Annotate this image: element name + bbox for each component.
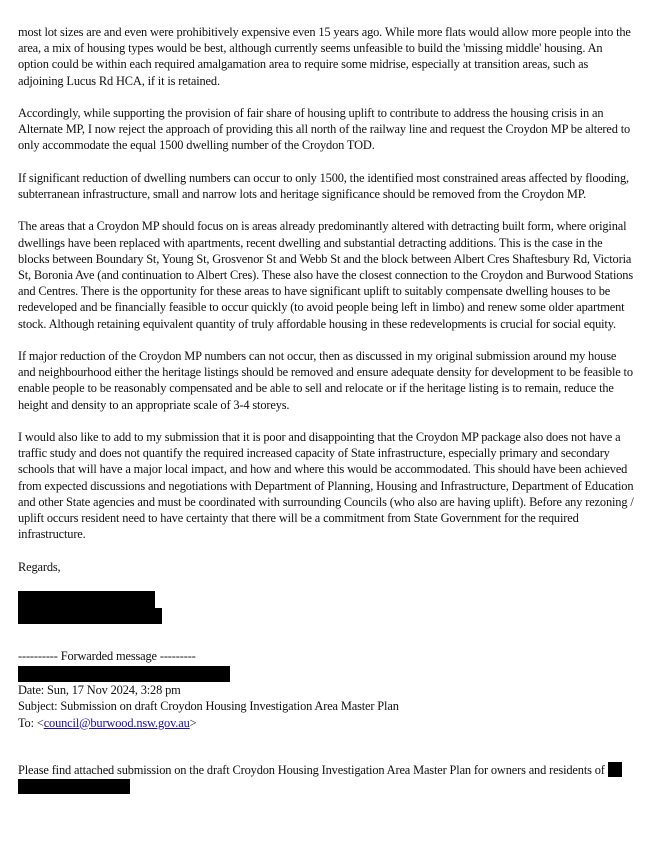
- body-paragraph: most lot sizes are and even were prohibitively expensive even 15 years ago. While more flats would allow more people into the area, a mix of housing types would be best, although currently seems unfeasible to build the 'missing middle' housing. An option could be within each required amalgamation area to require some midrise, especially at transition areas, such as adjoining Lucus Rd HCA, if it is retained.: [18, 25, 631, 88]
- forwarded-message: [18, 762, 636, 778]
- body-paragraph: The areas that a Croydon MP should focus on is areas already predominantly altered with detracting built form, where original dwellings have been replaced with apartments, recent dwelling and substantial detracting additions. This is the case in the blocks between Boundary St, Young St, Grosvenor St and Webb St and the block between Albert Cres Shaftesbury Rd, Victoria St, Boronia Ave (and continuation to Albert Cres). These also have the closest connection to the Croydon and Burwood Stations and Centres. There is the opportunity for these areas to have significant uplift to suitably compensate dwelling houses to be redeveloped and be financially feasible to occur quickly (to avoid people being left in limbo) and renew some older apartment stock. Although retaining equivalent quantity of truly affordable housing in these redevelopments is crucial for social equity.: [18, 219, 634, 331]
- forwarded-separator: ---------- Forwarded message ---------: [18, 649, 196, 663]
- redaction-block: [18, 608, 162, 624]
- body-paragraph: If significant reduction of dwelling numbers can occur to only 1500, the identified most constrained areas affected by flooding, subterranean infrastructure, small and narrow lots and heritage significance should be removed from the Croydon MP.: [18, 170, 629, 201]
- redaction-block: [18, 591, 155, 608]
- to-prefix: To: <: [18, 715, 44, 730]
- closing-regards: Regards,: [18, 559, 61, 574]
- signature-redaction: [18, 591, 636, 624]
- body-paragraph: I would also like to add to my submission that it is poor and disappointing that the Croydon MP package also does not have a traffic study and does not quantify the required increased capacity of State infrastructure, especially primary and secondary schools that will have a major local impact, and how and where this would be accommodated. This should have been achieved from expected discussions and negotiations with Department of Planning, Housing and Infrastructure, Department of Education and other State agencies and must be coordinated with surrounding Councils (who also are having uplift). Before any rezoning / uplift occurs resident need to have certainty that there will be a commitment from State Government for the required infrastructure.: [18, 430, 634, 542]
- redaction-block: [18, 666, 230, 682]
- forwarded-subject: Subject: Submission on draft Croydon Housing Investigation Area Master Plan: [18, 699, 399, 714]
- to-suffix: >: [189, 715, 197, 730]
- body-paragraph: If major reduction of the Croydon MP numbers can not occur, then as discussed in my original submission around my house and neighbourhood either the heritage listings should be removed and ensure adequate density for development to be feasible to enable people to be reasonably compensated and be able to sell and relocate or if the heritage listing is to remain, reduce the height and density to an appropriate scale of 3-4 storeys.: [18, 349, 633, 412]
- email-link[interactable]: council@burwood.nsw.gov.au: [43, 715, 190, 730]
- forwarded-to: [18, 715, 636, 731]
- redaction-block: [608, 762, 622, 777]
- body-paragraph: Accordingly, while supporting the provision of fair share of housing uplift to contribute to address the housing crisis in an Alternate MP, I now reject the approach of providing this all north of the railway line and request the Croydon MP be altered to only accommodate the equal 1500 dwelling number of the Croydon TOD.: [18, 106, 631, 153]
- forwarded-date: Date: Sun, 17 Nov 2024, 3:28 pm: [18, 683, 181, 698]
- forwarded-message-text: Please find attached submission on the draft Croydon Housing Investigation Area Master Plan for owners and residents of: [18, 762, 605, 777]
- redaction-block: [18, 779, 130, 794]
- email-document: [18, 24, 636, 794]
